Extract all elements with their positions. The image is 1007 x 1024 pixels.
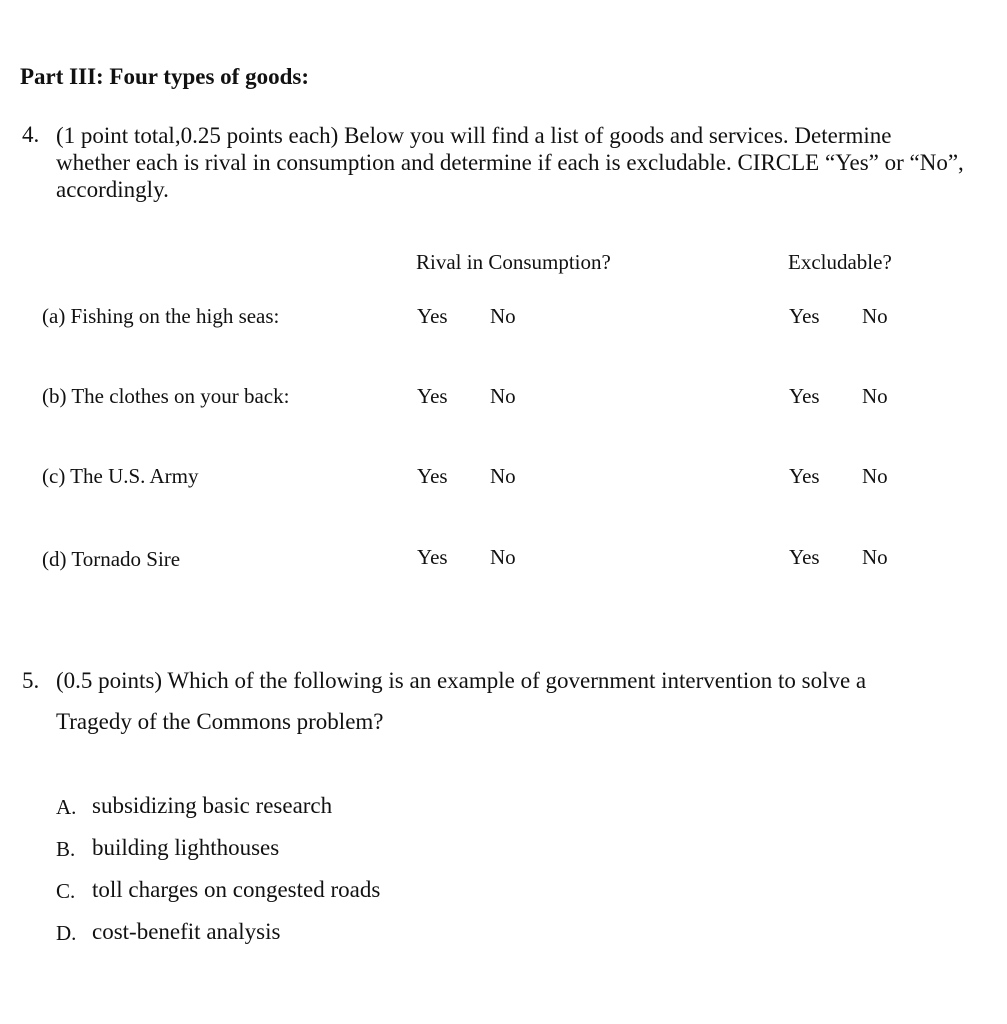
choice-a[interactable]: subsidizing basic research xyxy=(92,793,333,818)
excludable-yes-option-c[interactable]: Yes xyxy=(789,464,820,488)
rival-yes-option-b[interactable]: Yes xyxy=(417,384,448,408)
choice-letter-d: D. xyxy=(56,921,77,945)
choice-letter-b: B. xyxy=(56,837,76,861)
rival-yes-option-d[interactable]: Yes xyxy=(417,545,448,569)
excludable-no-option-c[interactable]: No xyxy=(862,464,888,488)
excludable-no-option-d[interactable]: No xyxy=(862,545,888,569)
excludable-no-option-b[interactable]: No xyxy=(862,384,888,408)
row-label-c: (c) The U.S. Army xyxy=(42,464,199,488)
question-5-text-line-1: (0.5 points) Which of the following is an example of government intervention to solve a xyxy=(56,668,867,693)
row-label-a: (a) Fishing on the high seas: xyxy=(42,304,280,328)
rival-no-option-d[interactable]: No xyxy=(490,545,516,569)
excludable-no-option-a[interactable]: No xyxy=(862,304,888,328)
row-label-d: (d) Tornado Sire xyxy=(42,547,181,571)
rival-yes-option-a[interactable]: Yes xyxy=(417,304,448,328)
choice-letter-a: A. xyxy=(56,795,77,819)
rival-column-header: Rival in Consumption? xyxy=(416,250,611,274)
excludable-column-header: Excludable? xyxy=(788,250,892,274)
choice-b[interactable]: building lighthouses xyxy=(92,835,280,860)
excludable-yes-option-d[interactable]: Yes xyxy=(789,545,820,569)
rival-no-option-b[interactable]: No xyxy=(490,384,516,408)
choice-d[interactable]: cost-benefit analysis xyxy=(92,919,281,944)
rival-no-option-c[interactable]: No xyxy=(490,464,516,488)
choice-c[interactable]: toll charges on congested roads xyxy=(92,877,381,902)
rival-yes-option-c[interactable]: Yes xyxy=(417,464,448,488)
question-5-text-line-2: Tragedy of the Commons problem? xyxy=(56,709,384,734)
question-4-text: (1 point total,0.25 points each) Below you will find a list of goods and services. Determine whether each is rival in consumption and determine if each is excludable. CIRCLE “Yes” or “No”, accordingly. xyxy=(56,123,964,202)
excludable-yes-option-a[interactable]: Yes xyxy=(789,304,820,328)
question-4-number: 4. xyxy=(22,122,40,147)
choice-letter-c: C. xyxy=(56,879,76,903)
row-label-b: (b) The clothes on your back: xyxy=(42,384,290,408)
rival-no-option-a[interactable]: No xyxy=(490,304,516,328)
question-5-number: 5. xyxy=(22,668,40,693)
part-title: Part III: Four types of goods: xyxy=(20,64,309,89)
excludable-yes-option-b[interactable]: Yes xyxy=(789,384,820,408)
